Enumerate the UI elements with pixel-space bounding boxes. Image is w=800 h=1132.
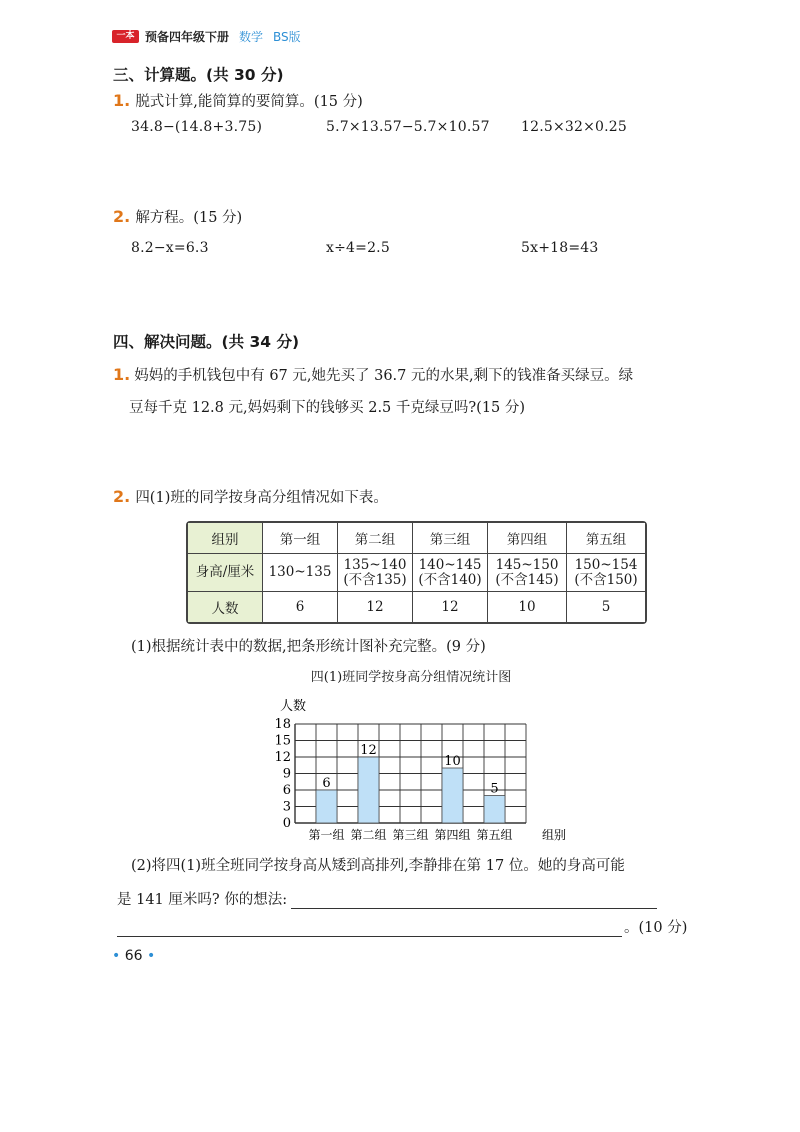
s3-q1-number: 1. — [113, 91, 131, 110]
s4-q2-number: 2. — [113, 487, 131, 506]
height-stats-table — [186, 521, 647, 624]
page-number: • 66 • — [112, 948, 156, 964]
y-tick-label: 3 — [282, 799, 291, 815]
row-label-group: 组别 — [188, 523, 263, 554]
count-cell: 10 — [488, 592, 567, 623]
s3-q1-expr-2: 5.7×13.57−5.7×10.57 — [326, 119, 490, 135]
section4-title: 四、解决问题。(共 34 分) — [113, 333, 300, 351]
s4-q1-line1: 妈妈的手机钱包中有 67 元,她先买了 36.7 元的水果,剩下的钱准备买绿豆。绿 — [134, 368, 634, 384]
s4-q2-sub2-line2: 是 141 厘米吗? 你的想法: — [117, 892, 288, 908]
bar-value-label: 6 — [322, 776, 331, 791]
bar — [358, 757, 379, 823]
count-cell: 12 — [413, 592, 488, 623]
bar-value-label: 12 — [360, 743, 377, 758]
x-tick-label: 第二组 — [350, 828, 387, 842]
y-tick-label: 18 — [274, 717, 291, 732]
section3-title: 三、计算题。(共 30 分) — [113, 66, 284, 84]
height-cell: 145~150 (不含145) — [488, 554, 567, 592]
group-header: 第一组 — [263, 523, 338, 554]
height-cell: 135~140 (不含135) — [338, 554, 413, 592]
s4-q2-text: 四(1)班的同学按身高分组情况如下表。 — [135, 490, 388, 506]
page-header — [112, 28, 301, 45]
row-label-count: 人数 — [188, 592, 263, 623]
group-header: 第二组 — [338, 523, 413, 554]
group-header: 第五组 — [567, 523, 646, 554]
count-cell: 12 — [338, 592, 413, 623]
s3-q2-heading — [113, 206, 242, 227]
count-cell: 5 — [567, 592, 646, 623]
group-header: 第四组 — [488, 523, 567, 554]
s4-q2-sub2-end: 。(10 分) — [624, 920, 688, 936]
y-tick-label: 15 — [274, 733, 291, 749]
y-tick-label: 6 — [282, 783, 291, 798]
s4-q1-block — [113, 358, 693, 425]
y-axis-label: 人数 — [280, 699, 307, 714]
y-tick-label: 9 — [282, 766, 291, 782]
version-label: BS版 — [273, 30, 301, 44]
page-number-text: 66 — [124, 948, 143, 964]
series-logo: 一本 — [112, 30, 139, 43]
bar-value-label: 5 — [490, 781, 499, 797]
s3-q1-text: 脱式计算,能简算的要简算。(15 分) — [135, 94, 363, 110]
s3-q1-expr-3: 12.5×32×0.25 — [521, 119, 628, 135]
s3-q2-eq-1: 8.2−x=6.3 — [131, 240, 209, 256]
x-tick-label: 第四组 — [434, 828, 471, 842]
x-tick-label: 第一组 — [308, 828, 345, 842]
s3-q2-text: 解方程。(15 分) — [135, 210, 243, 226]
book-title: 预备四年级下册 — [145, 30, 230, 44]
s3-q2-eq-3: 5x+18=43 — [521, 240, 599, 256]
row-label-height: 身高/厘米 — [188, 554, 263, 592]
bar-chart — [250, 690, 567, 854]
y-tick-label: 12 — [274, 750, 291, 765]
x-tick-label: 第五组 — [476, 828, 513, 842]
height-cell: 130~135 — [263, 554, 338, 592]
s4-q2-sub2-line2-wrap — [117, 888, 657, 909]
s4-q2-sub2-line1: (2)将四(1)班全班同学按身高从矮到高排列,李静排在第 17 位。她的身高可能 — [131, 858, 625, 874]
s3-q2-eq-2: x÷4=2.5 — [326, 240, 390, 256]
x-tick-label: 第三组 — [392, 828, 429, 842]
s4-q1-number: 1. — [113, 365, 131, 384]
answer-line-2-wrap — [117, 916, 687, 937]
subject-label: 数学 — [239, 30, 264, 44]
height-cell: 150~154 (不含150) — [567, 554, 646, 592]
group-header: 第三组 — [413, 523, 488, 554]
bar — [484, 796, 505, 824]
x-axis-label: 组别 — [541, 828, 567, 842]
answer-line-1[interactable] — [291, 894, 657, 909]
y-tick-label: 0 — [282, 816, 291, 831]
s3-q1-heading — [113, 90, 363, 111]
s4-q2-sub1: (1)根据统计表中的数据,把条形统计图补充完整。(9 分) — [131, 639, 486, 655]
s4-q1-line2: 豆每千克 12.8 元,妈妈剩下的钱够买 2.5 千克绿豆吗?(15 分) — [129, 400, 526, 416]
bar — [316, 790, 337, 823]
s3-q2-number: 2. — [113, 207, 131, 226]
bar-value-label: 10 — [444, 754, 461, 769]
chart-title: 四(1)班同学按身高分组情况统计图 — [310, 670, 512, 685]
count-cell: 6 — [263, 592, 338, 623]
height-cell: 140~145 (不含140) — [413, 554, 488, 592]
answer-line-2[interactable] — [117, 920, 622, 937]
bar — [442, 768, 463, 823]
s4-q2-heading — [113, 486, 388, 507]
s3-q1-expr-1: 34.8−(14.8+3.75) — [131, 119, 263, 135]
